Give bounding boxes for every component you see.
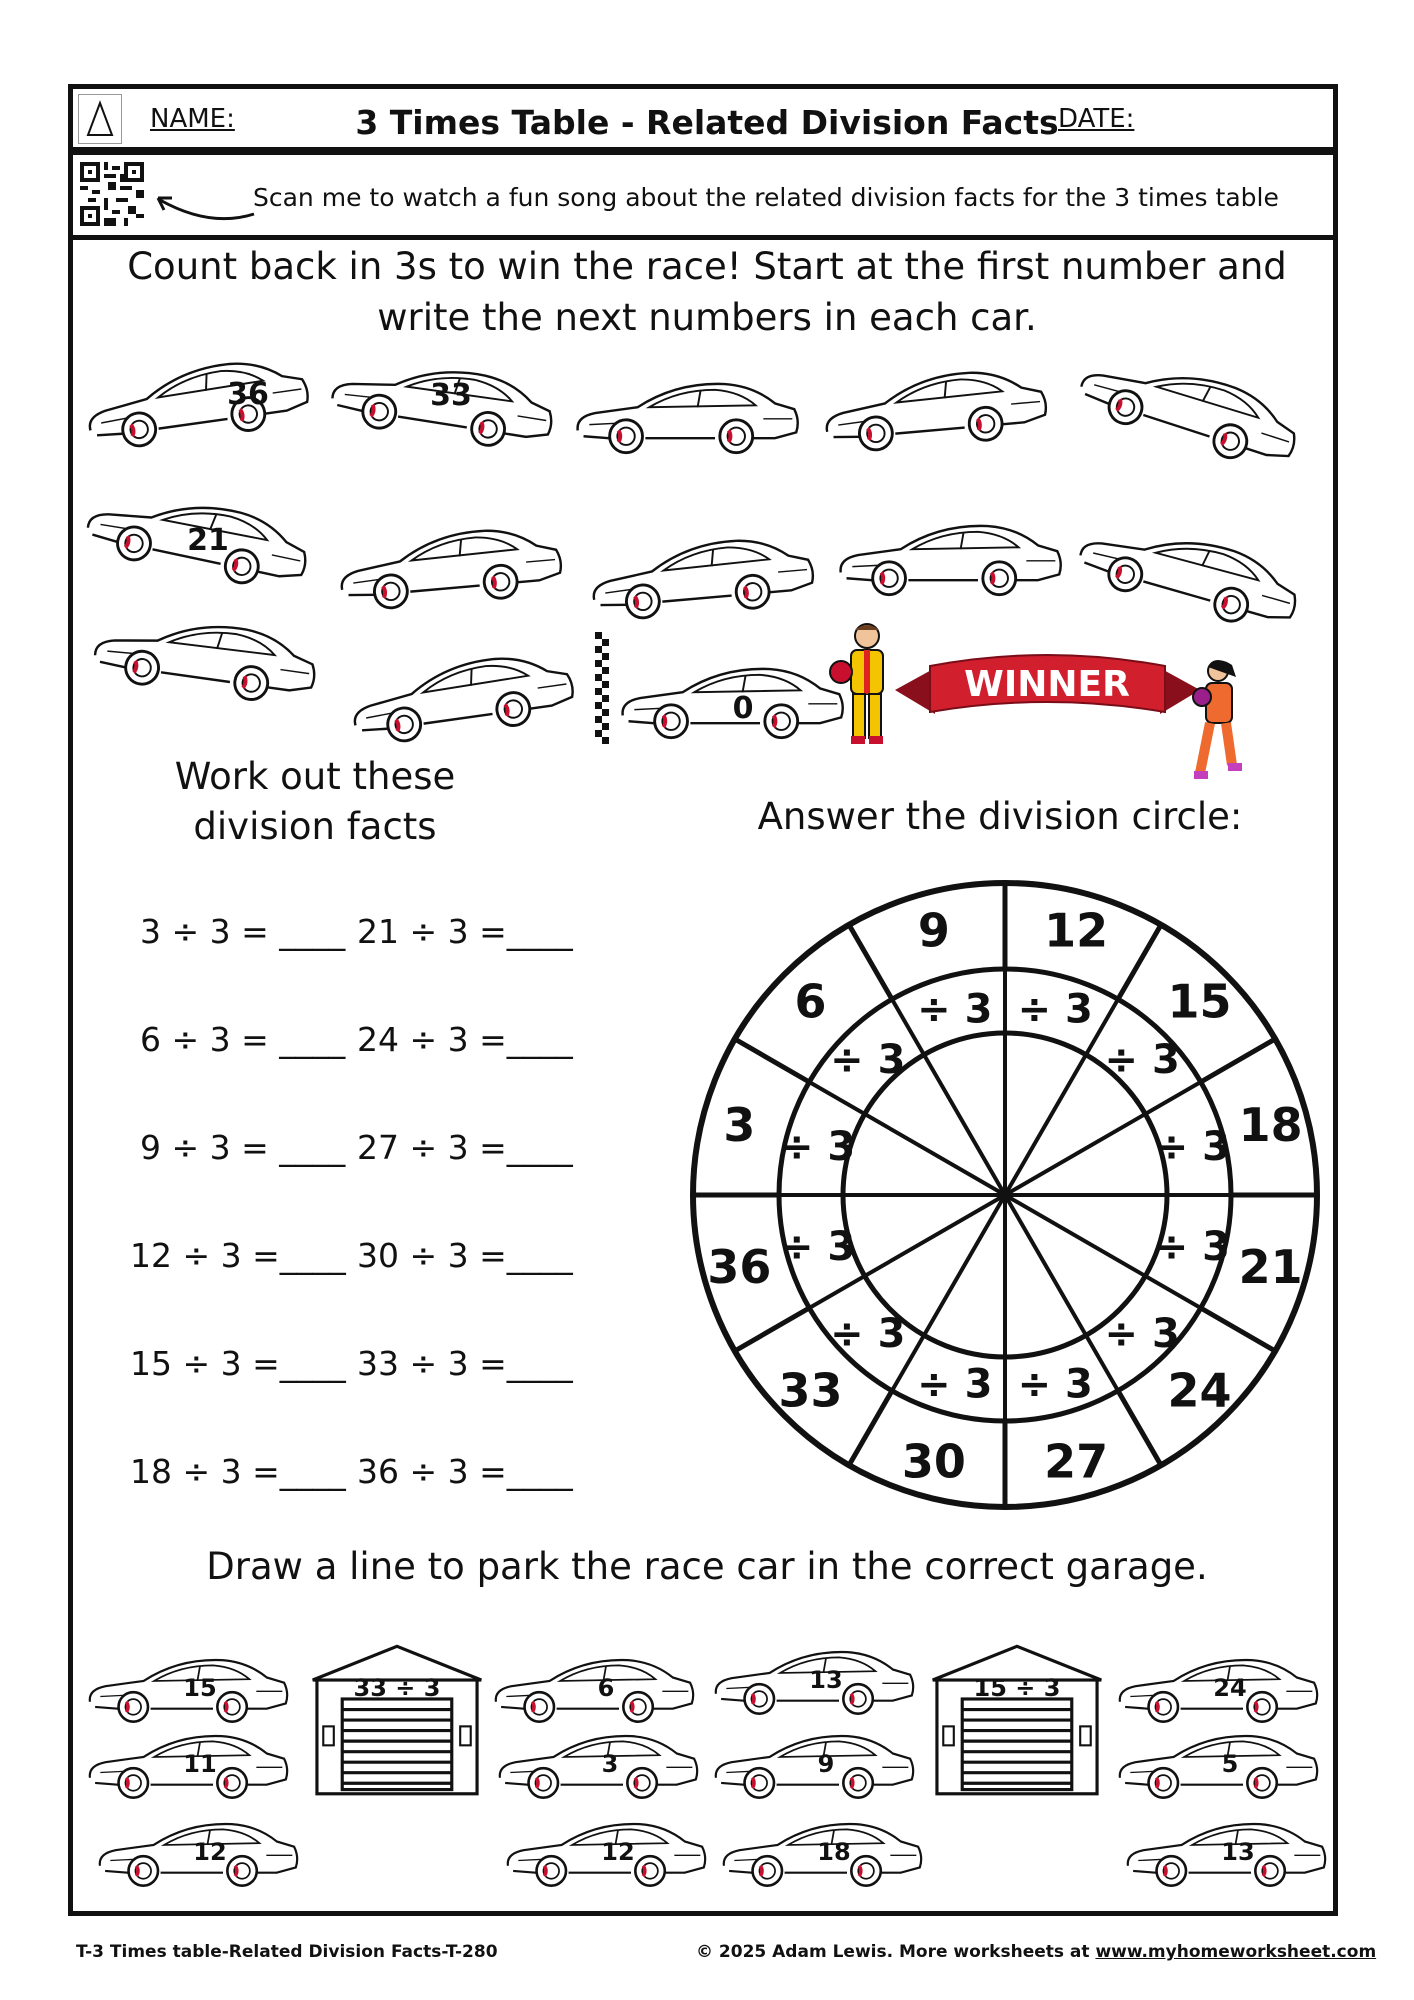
circle-outer-number: 27 [1044, 1434, 1109, 1489]
garage-car[interactable] [1120, 1812, 1330, 1892]
race-car-empty [570, 370, 802, 460]
garage-car-number: 9 [817, 1750, 835, 1778]
garage-car-number: 12 [193, 1838, 227, 1866]
circle-operator: ÷ 3 [917, 986, 993, 1033]
footer-credit-text: © 2025 Adam Lewis. More worksheets at [696, 1942, 1096, 1962]
circle-outer-number: 18 [1238, 1097, 1303, 1152]
garage-car[interactable] [488, 1648, 698, 1728]
circle-outer-number: 24 [1167, 1363, 1232, 1418]
name-label: NAME: [150, 104, 235, 134]
garage-car[interactable] [92, 1812, 302, 1892]
race-car [615, 655, 847, 745]
race-car [80, 490, 312, 600]
garage-car[interactable] [1112, 1648, 1322, 1728]
race-car-empty [818, 362, 1050, 458]
circle-operator: ÷ 3 [1154, 1123, 1231, 1170]
garage-car[interactable] [82, 1648, 292, 1728]
circle-operator: ÷ 3 [1017, 1361, 1093, 1408]
race-car-number: 36 [227, 377, 269, 412]
race-instruction-line2: write the next numbers in each car. [377, 296, 1037, 339]
circle-outer-number: 12 [1044, 903, 1109, 958]
fact-left-3[interactable]: 9 ÷ 3 = ____ [140, 1128, 346, 1167]
garage-car-number: 24 [1213, 1674, 1247, 1702]
garage-car[interactable] [708, 1724, 918, 1804]
circle-heading: Answer the division circle: [757, 795, 1243, 838]
garage-car[interactable] [500, 1812, 710, 1892]
facts-heading-line2: division facts [193, 805, 437, 848]
circle-operator: ÷ 3 [779, 1123, 856, 1170]
page-title: 3 Times Table - Related Division Facts [355, 103, 1059, 142]
fact-left-6[interactable]: 18 ÷ 3 =____ [130, 1452, 346, 1491]
racer-figure-icon [825, 620, 905, 748]
circle-outer-number: 6 [794, 974, 827, 1029]
race-instruction-line1: Count back in 3s to win the race! Start at the first number and [127, 245, 1287, 288]
circle-operator: ÷ 3 [1104, 1036, 1180, 1083]
race-car [325, 355, 557, 455]
garage-car-number: 15 [183, 1674, 217, 1702]
footer-link[interactable]: www.myhomeworksheet.com [1095, 1942, 1377, 1962]
garage-car-number: 13 [809, 1666, 843, 1694]
circle-operator: ÷ 3 [1017, 986, 1093, 1033]
race-car-empty [88, 610, 320, 706]
garage-car-number: 12 [601, 1838, 635, 1866]
garage-car[interactable] [82, 1724, 292, 1804]
fact-right-4[interactable]: 30 ÷ 3 =____ [357, 1236, 573, 1275]
winner-banner-text: WINNER [964, 664, 1130, 705]
garage-car-number: 13 [1221, 1838, 1255, 1866]
fact-right-1[interactable]: 21 ÷ 3 =____ [357, 912, 573, 951]
circle-operator: ÷ 3 [1154, 1224, 1231, 1271]
division-circle [685, 875, 1325, 1515]
fact-right-3[interactable]: 27 ÷ 3 =____ [357, 1128, 573, 1167]
circle-outer-number: 36 [707, 1240, 772, 1295]
circle-outer-number: 9 [917, 903, 950, 958]
circle-operator: ÷ 3 [830, 1036, 906, 1083]
arrow-icon [150, 188, 260, 232]
race-car-empty [345, 650, 577, 746]
circle-operator: ÷ 3 [1104, 1311, 1180, 1358]
garage-car[interactable] [716, 1812, 926, 1892]
facts-heading-line1: Work out these [174, 755, 456, 798]
checkered-finish-line [595, 632, 609, 746]
garage-car[interactable] [492, 1724, 702, 1804]
race-car [80, 355, 312, 451]
circle-outer-number: 15 [1167, 974, 1232, 1029]
race-car-empty [333, 520, 565, 616]
circle-operator: ÷ 3 [830, 1311, 906, 1358]
fact-left-1[interactable]: 3 ÷ 3 = ____ [140, 912, 346, 951]
garage-car-number: 6 [597, 1674, 615, 1702]
circle-operator: ÷ 3 [779, 1224, 856, 1271]
circle-outer-number: 21 [1238, 1240, 1303, 1295]
fact-left-5[interactable]: 15 ÷ 3 =____ [130, 1344, 346, 1383]
circle-outer-number: 33 [778, 1363, 843, 1418]
race-car-empty [1070, 360, 1302, 475]
race-car-number: 0 [732, 691, 754, 726]
date-label: DATE: [1058, 104, 1135, 134]
garage[interactable] [922, 1640, 1112, 1798]
race-car-number: 33 [430, 378, 472, 413]
garage[interactable] [302, 1640, 492, 1798]
race-car-empty [833, 512, 1065, 608]
garage-label: 33 ÷ 3 [353, 1674, 441, 1702]
circle-operator: ÷ 3 [917, 1361, 993, 1408]
fact-left-2[interactable]: 6 ÷ 3 = ____ [140, 1020, 346, 1059]
garage-car-number: 11 [183, 1750, 217, 1778]
footer-code: T-3 Times table-Related Division Facts-T-280 [76, 1942, 498, 1962]
qr-caption: Scan me to watch a fun song about the related division facts for the 3 times table [253, 183, 1279, 212]
garage-car[interactable] [708, 1640, 918, 1720]
qr-code-icon [80, 162, 144, 230]
race-car-empty [1070, 525, 1302, 640]
fact-right-6[interactable]: 36 ÷ 3 =____ [357, 1452, 573, 1491]
facts-heading [140, 752, 490, 852]
garage-instruction: Draw a line to park the race car in the correct garage. [206, 1545, 1208, 1588]
fact-left-4[interactable]: 12 ÷ 3 =____ [130, 1236, 346, 1275]
garage-car-number: 5 [1221, 1750, 1239, 1778]
garage-label: 15 ÷ 3 [973, 1674, 1061, 1702]
flag-girl-icon [1188, 655, 1248, 787]
circle-outer-number: 3 [723, 1097, 756, 1152]
circle-outer-number: 30 [901, 1434, 966, 1489]
race-car-empty [585, 530, 817, 626]
garage-car-number: 18 [817, 1838, 851, 1866]
footer-credit [696, 1942, 1376, 1962]
fact-right-5[interactable]: 33 ÷ 3 =____ [357, 1344, 573, 1383]
garage-car[interactable] [1112, 1724, 1322, 1804]
garage-car-number: 3 [601, 1750, 619, 1778]
race-car-number: 21 [187, 523, 229, 558]
fact-right-2[interactable]: 24 ÷ 3 =____ [357, 1020, 573, 1059]
winner-banner-icon [895, 648, 1200, 730]
